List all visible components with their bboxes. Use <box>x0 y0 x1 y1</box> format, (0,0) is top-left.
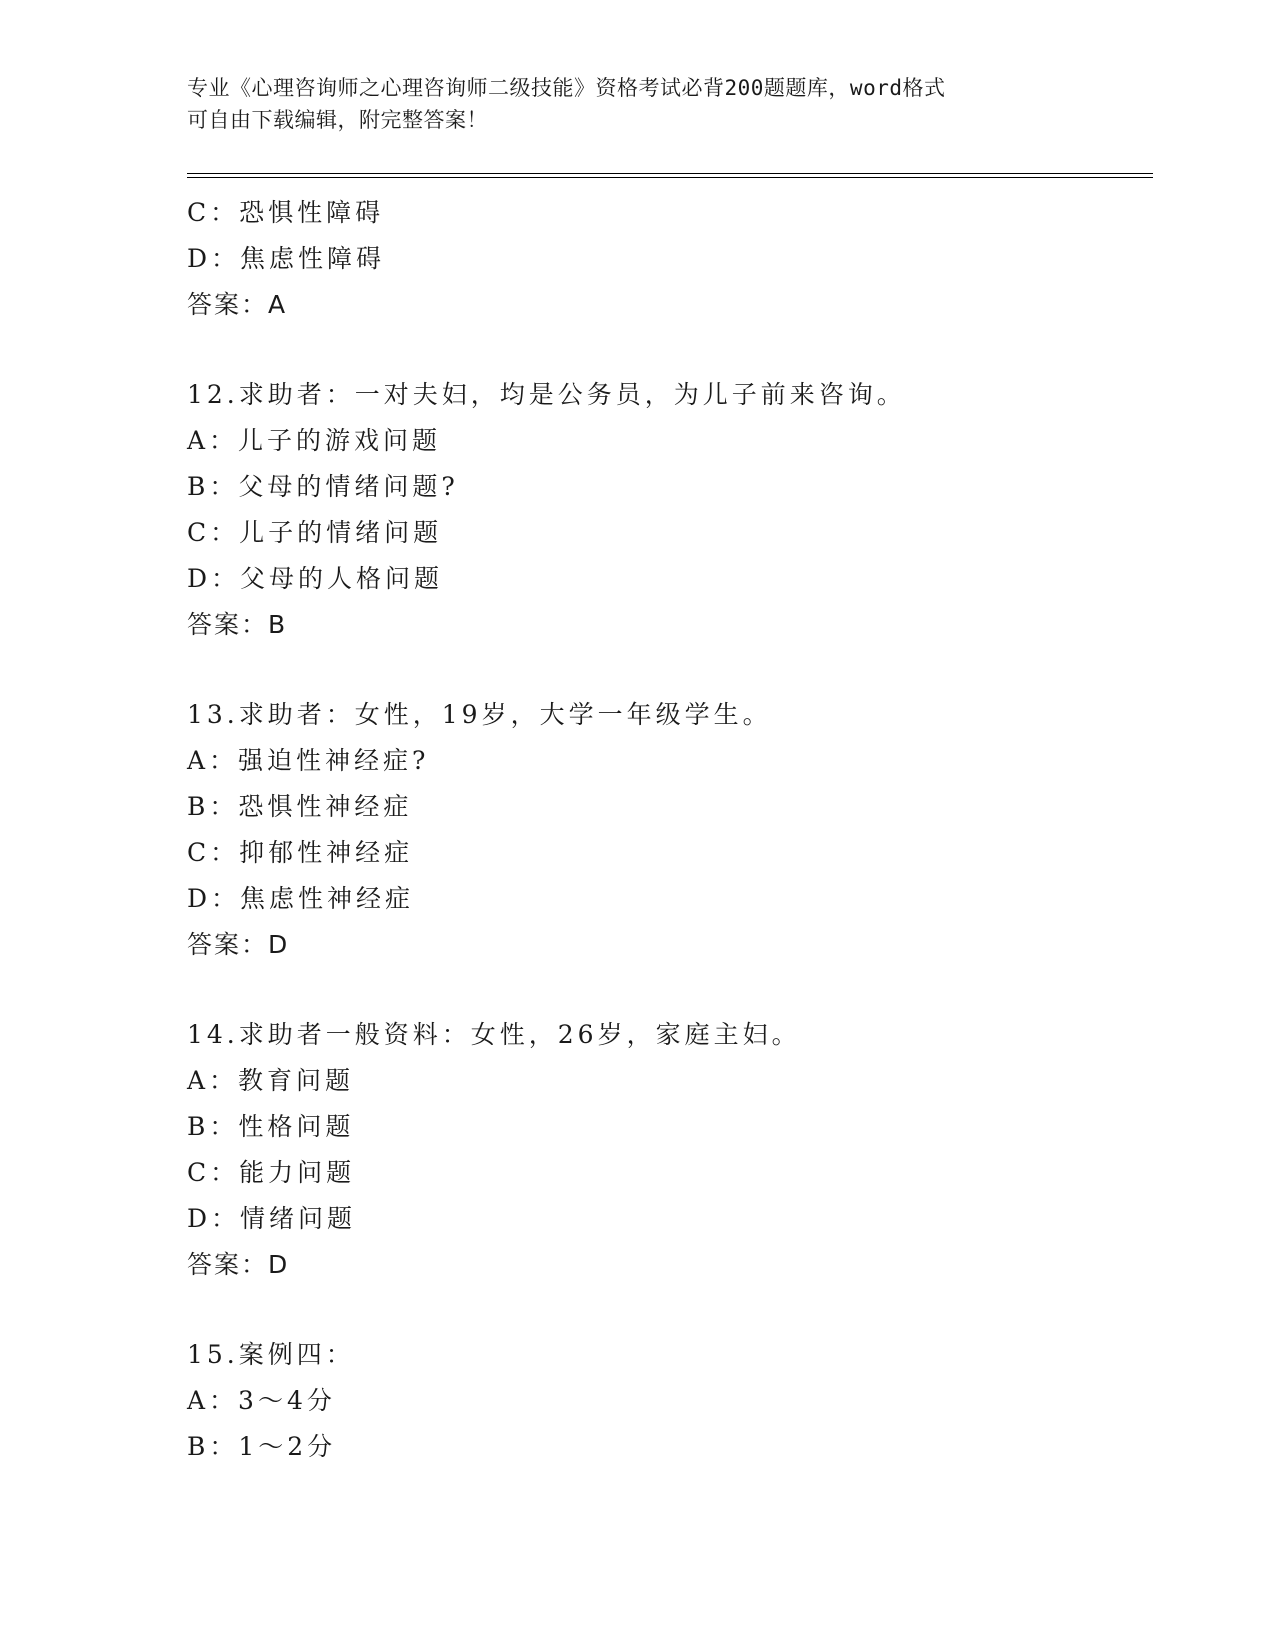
option-d: D：焦虑性神经症 <box>187 884 415 913</box>
document-header <box>187 72 1067 136</box>
option-a: A：儿子的游戏问题 <box>187 426 442 455</box>
answer-line: 答案：D <box>187 1250 290 1279</box>
question-block <box>187 372 1147 648</box>
answer-line: 答案：D <box>187 930 290 959</box>
question-list <box>187 190 1147 1470</box>
header-line-1: 专业《心理咨询师之心理咨询师二级技能》资格考试必背200题题库，word格式 <box>187 76 946 100</box>
option-a: A：强迫性神经症? <box>187 746 430 775</box>
option-a: A：3～4分 <box>187 1386 336 1415</box>
question-text: 15.案例四： <box>187 1340 355 1369</box>
question-text: 12.求助者：一对夫妇，均是公务员，为儿子前来咨询。 <box>187 380 906 409</box>
option-d: D：焦虑性障碍 <box>187 244 386 273</box>
header-divider-bottom <box>187 177 1153 178</box>
option-c: C：能力问题 <box>187 1158 356 1187</box>
option-b: B：1～2分 <box>187 1432 337 1461</box>
option-a: A：教育问题 <box>187 1066 355 1095</box>
option-b: B：父母的情绪问题? <box>187 472 459 501</box>
option-c: C：抑郁性神经症 <box>187 838 414 867</box>
header-divider-top <box>187 173 1153 174</box>
question-block <box>187 190 1147 328</box>
option-c: C：儿子的情绪问题 <box>187 518 443 547</box>
option-d: D：情绪问题 <box>187 1204 357 1233</box>
header-line-2: 可自由下载编辑，附完整答案！ <box>187 108 488 132</box>
option-b: B：恐惧性神经症 <box>187 792 413 821</box>
answer-line: 答案：A <box>187 290 288 319</box>
option-c: C：恐惧性障碍 <box>187 198 385 227</box>
question-block <box>187 692 1147 968</box>
question-text: 14.求助者一般资料：女性，26岁，家庭主妇。 <box>187 1020 801 1049</box>
option-b: B：性格问题 <box>187 1112 355 1141</box>
question-block <box>187 1332 1147 1470</box>
question-text: 13.求助者：女性，19岁，大学一年级学生。 <box>187 700 772 729</box>
option-d: D：父母的人格问题 <box>187 564 444 593</box>
question-block <box>187 1012 1147 1288</box>
answer-line: 答案：B <box>187 610 288 639</box>
